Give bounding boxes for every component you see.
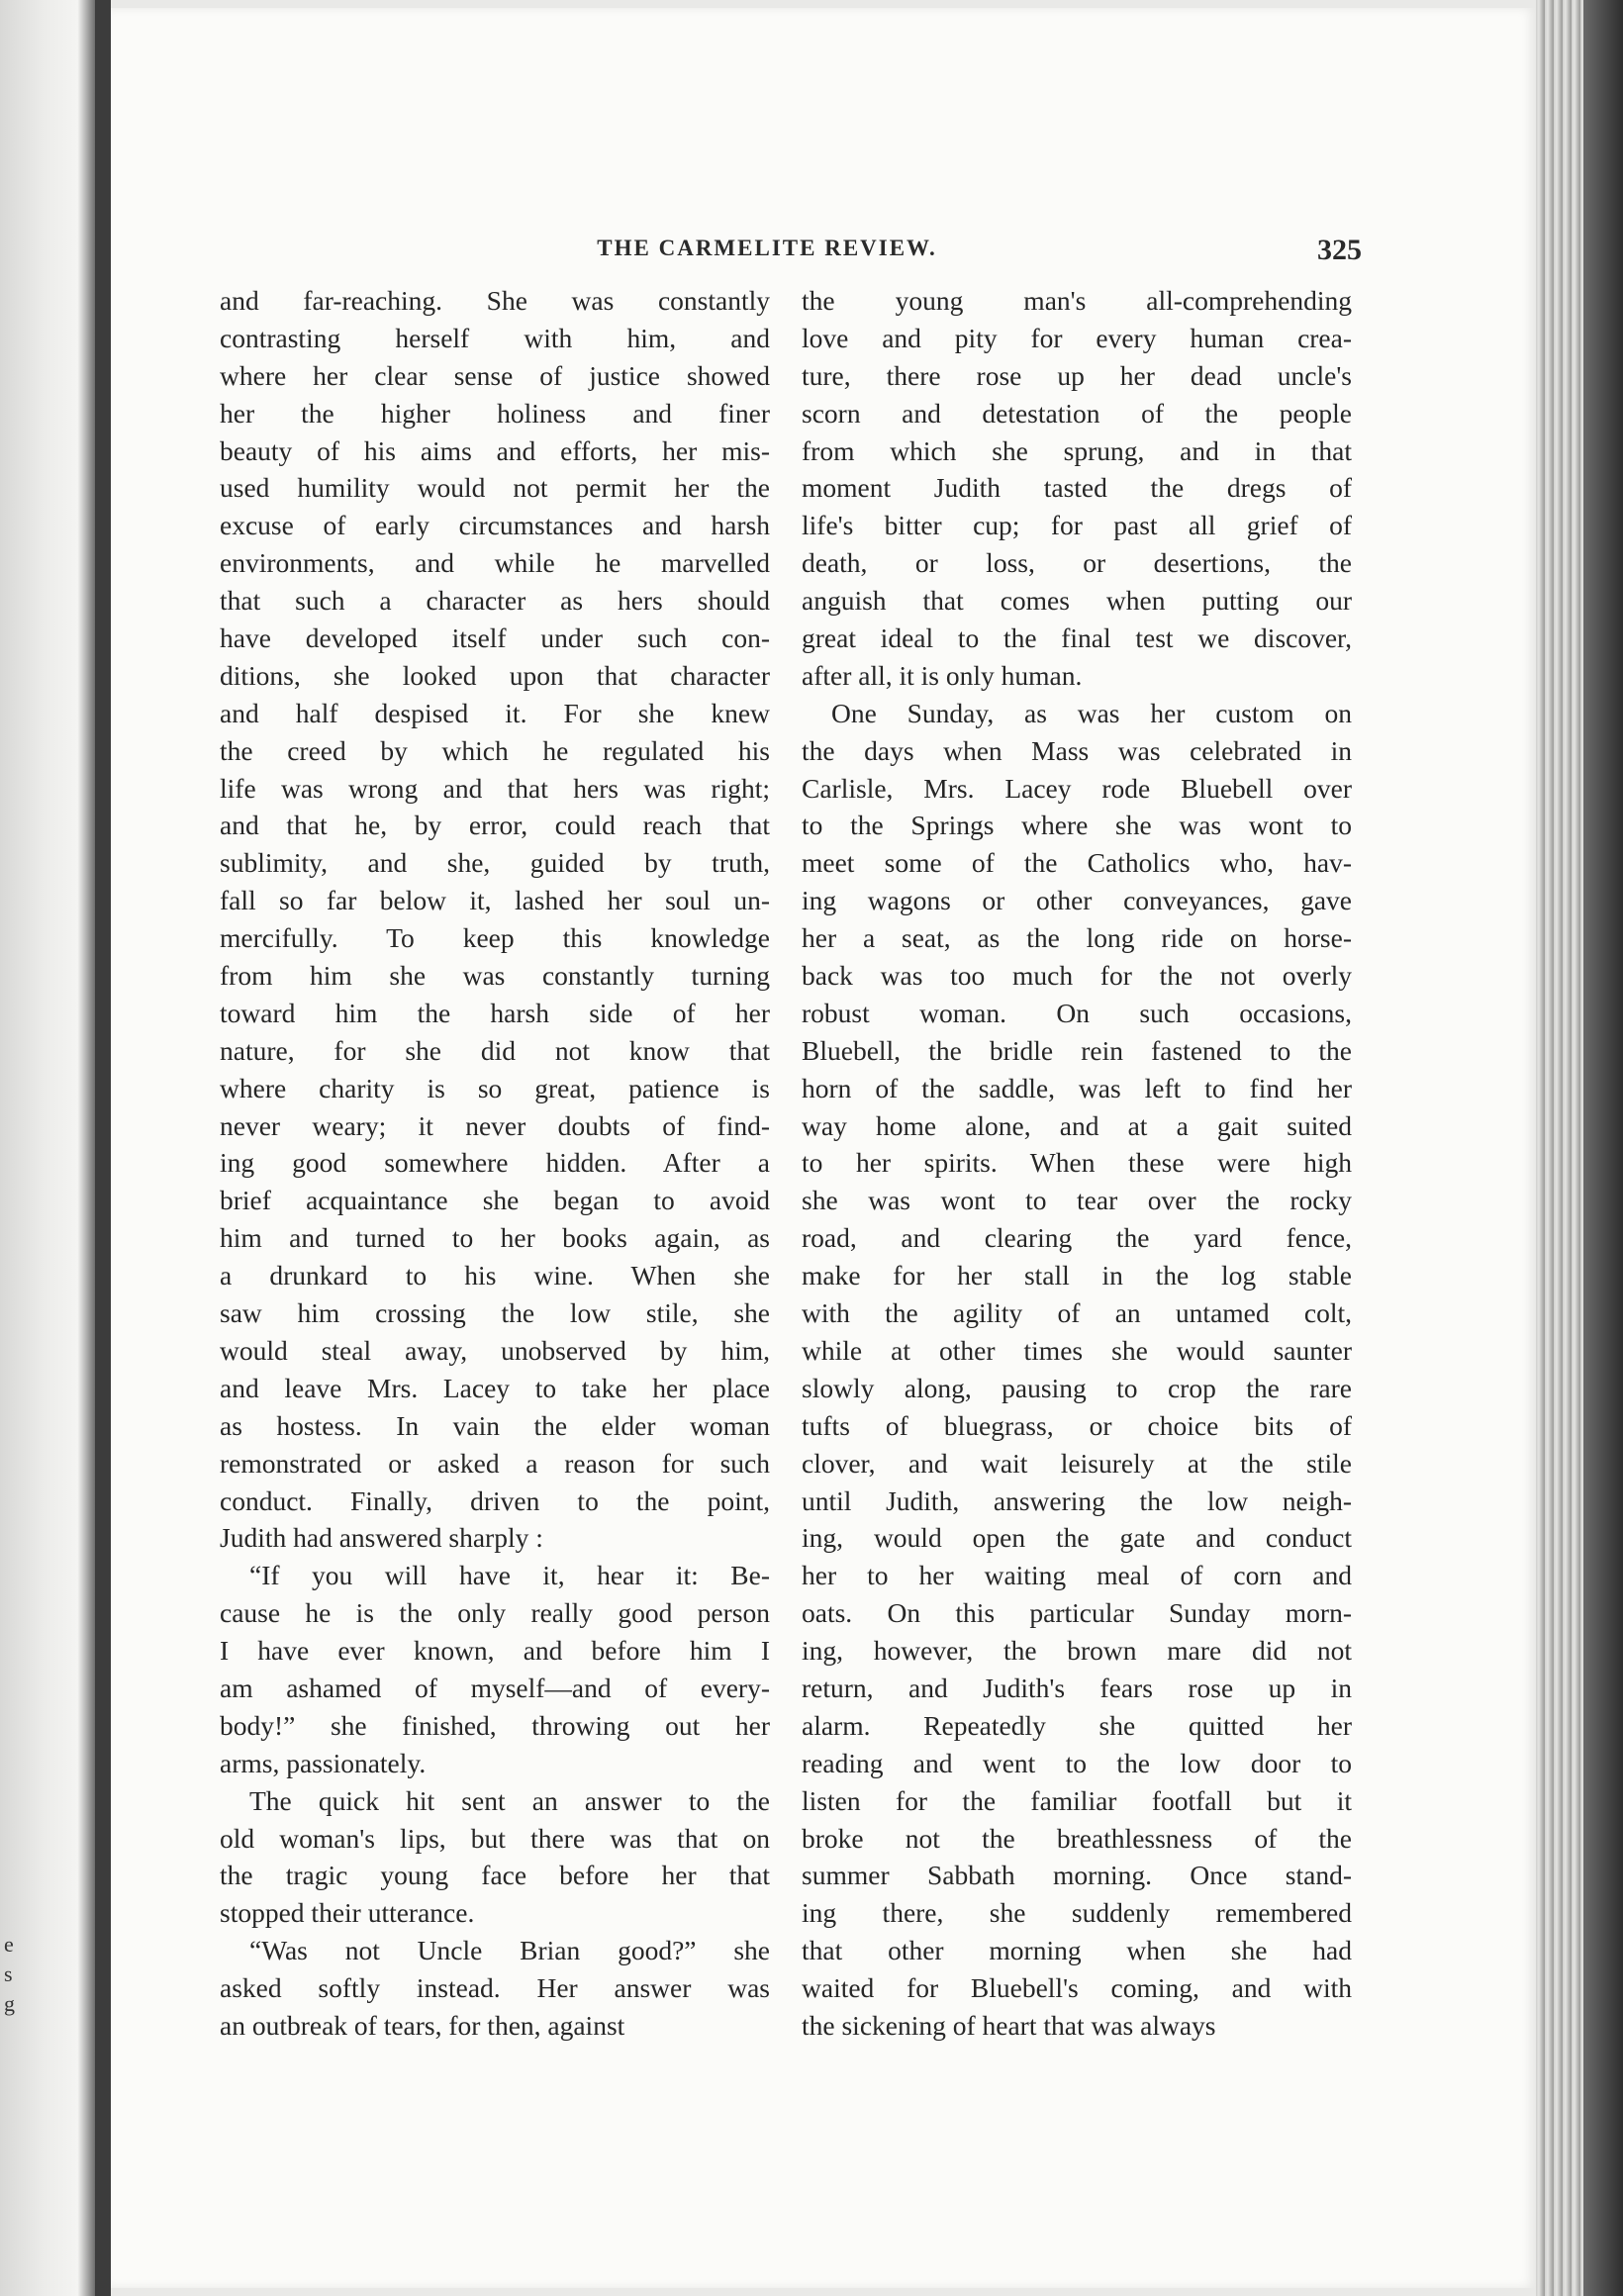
text-line: listen for the familiar footfall but it	[802, 1784, 1352, 1816]
text-line: love and pity for every human crea-	[802, 322, 1352, 353]
text-line: life was wrong and that hers was right;	[220, 772, 770, 804]
text-line: One Sunday, as was her custom on	[831, 697, 1352, 728]
text-line: remonstrated or asked a reason for such	[220, 1447, 770, 1479]
text-line: him and turned to her books again, as	[220, 1222, 770, 1254]
text-line: where her clear sense of justice showed	[220, 359, 770, 391]
text-line: make for her stall in the log stable	[802, 1260, 1352, 1292]
text-line: back was too much for the not overly	[802, 960, 1352, 992]
text-line: ing wagons or other conveyances, gave	[802, 885, 1352, 916]
text-line: ing there, she suddenly remembered	[802, 1897, 1352, 1929]
text-line: mercifully. To keep this knowledge	[220, 922, 770, 954]
text-line: excuse of early circumstances and harsh	[220, 510, 770, 541]
text-line: ing good somewhere hidden. After a	[220, 1147, 770, 1179]
text-line: Bluebell, the bridle rein fastened to the	[802, 1034, 1352, 1066]
text-line: Carlisle, Mrs. Lacey rode Bluebell over	[802, 772, 1352, 804]
text-line: and half despised it. For she knew	[220, 697, 770, 728]
text-line: stopped their utterance.	[220, 1897, 475, 1929]
text-line: horn of the saddle, was left to find her	[802, 1072, 1352, 1103]
text-line: “If you will have it, hear it: Be-	[249, 1560, 770, 1591]
text-line: conduct. Finally, driven to the point,	[220, 1484, 770, 1516]
text-line: clover, and wait leisurely at the stile	[802, 1447, 1352, 1479]
text-line: where charity is so great, patience is	[220, 1072, 770, 1103]
text-line: I have ever known, and before him I	[220, 1635, 770, 1667]
text-line: toward him the harsh side of her	[220, 997, 770, 1028]
text-line: robust woman. On such occasions,	[802, 997, 1352, 1028]
text-line: as hostess. In vain the elder woman	[220, 1409, 770, 1441]
fragment-letter: e	[4, 1932, 14, 1957]
text-line: from which she sprung, and in that	[802, 434, 1352, 466]
text-line: summer Sabbath morning. Once stand-	[802, 1860, 1352, 1891]
text-line: brief acquaintance she began to avoid	[220, 1185, 770, 1216]
text-line: to her spirits. When these were high	[802, 1147, 1352, 1179]
text-line: ing, would open the gate and conduct	[802, 1522, 1352, 1554]
text-line: nature, for she did not know that	[220, 1034, 770, 1066]
text-line: and far-reaching. She was constantly	[220, 285, 770, 316]
text-line: and leave Mrs. Lacey to take her place	[220, 1372, 770, 1403]
text-line: waited for Bluebell's coming, and with	[802, 1972, 1352, 2004]
fragment-letter: g	[4, 1991, 15, 2016]
text-line: oats. On this particular Sunday morn-	[802, 1597, 1352, 1629]
text-line: ditions, she looked upon that character	[220, 659, 770, 691]
text-line: Judith had answered sharply :	[220, 1522, 543, 1554]
text-line: with the agility of an untamed colt,	[802, 1297, 1352, 1329]
text-line: life's bitter cup; for past all grief of	[802, 510, 1352, 541]
text-line: arms, passionately.	[220, 1747, 427, 1778]
text-line: anguish that comes when putting our	[802, 585, 1352, 617]
text-line: saw him crossing the low stile, she	[220, 1297, 770, 1329]
text-line: body!” she finished, throwing out her	[220, 1709, 770, 1741]
text-line: the young man's all-comprehending	[802, 285, 1352, 316]
text-line: from him she was constantly turning	[220, 960, 770, 992]
text-line: that other morning when she had	[802, 1935, 1352, 1966]
text-line: after all, it is only human.	[802, 659, 1083, 691]
text-line: have developed itself under such con-	[220, 622, 770, 654]
text-line: until Judith, answering the low neigh-	[802, 1484, 1352, 1516]
text-line: am ashamed of myself—and of every-	[220, 1672, 770, 1703]
fragment-letter: s	[4, 1961, 13, 1986]
text-line: meet some of the Catholics who, hav-	[802, 847, 1352, 879]
text-line: while at other times she would saunter	[802, 1334, 1352, 1366]
text-line: asked softly instead. Her answer was	[220, 1972, 770, 2004]
text-line: broke not the breathlessness of the	[802, 1822, 1352, 1854]
text-line: scorn and detestation of the people	[802, 397, 1352, 429]
text-line: contrasting herself with him, and	[220, 322, 770, 353]
text-line: sublimity, and she, guided by truth,	[220, 847, 770, 879]
page-number: 325	[1317, 234, 1362, 266]
running-title: THE CARMELITE REVIEW.	[597, 236, 937, 260]
text-line: environments, and while he marvelled	[220, 547, 770, 579]
text-line: ing, however, the brown mare did not	[802, 1635, 1352, 1667]
text-line: the tragic young face before her that	[220, 1860, 770, 1891]
left-text-column	[220, 282, 770, 2045]
text-line: slowly along, pausing to crop the rare	[802, 1372, 1352, 1403]
text-line: and that he, by error, could reach that	[220, 810, 770, 841]
text-line: to the Springs where she was wont to	[802, 810, 1352, 841]
text-line: her the higher holiness and finer	[220, 397, 770, 429]
text-line: old woman's lips, but there was that on	[220, 1822, 770, 1854]
text-line: fall so far below it, lashed her soul un-	[220, 885, 770, 916]
text-line: cause he is the only really good person	[220, 1597, 770, 1629]
text-line: would steal away, unobserved by him,	[220, 1334, 770, 1366]
text-line: the days when Mass was celebrated in	[802, 734, 1352, 766]
text-line: alarm. Repeatedly she quitted her	[802, 1709, 1352, 1741]
text-line: The quick hit sent an answer to the	[249, 1784, 770, 1816]
text-line: an outbreak of tears, for then, against	[220, 2009, 625, 2041]
text-line: never weary; it never doubts of find-	[220, 1109, 770, 1141]
text-line: return, and Judith's fears rose up in	[802, 1672, 1352, 1703]
text-line: tufts of bluegrass, or choice bits of	[802, 1409, 1352, 1441]
text-line: reading and went to the low door to	[802, 1747, 1352, 1778]
text-line: beauty of his aims and efforts, her mis-	[220, 434, 770, 466]
text-line: her to her waiting meal of corn and	[802, 1560, 1352, 1591]
text-line: used humility would not permit her the	[220, 472, 770, 504]
text-line: “Was not Uncle Brian good?” she	[249, 1935, 770, 1966]
text-line: the creed by which he regulated his	[220, 734, 770, 766]
text-line: way home alone, and at a gait suited	[802, 1109, 1352, 1141]
text-line: a drunkard to his wine. When she	[220, 1260, 770, 1292]
text-line: the sickening of heart that was always	[802, 2009, 1216, 2041]
right-text-column	[802, 282, 1352, 2045]
text-line: that such a character as hers should	[220, 585, 770, 617]
text-line: she was wont to tear over the rocky	[802, 1185, 1352, 1216]
text-line: great ideal to the final test we discover,	[802, 622, 1352, 654]
text-line: road, and clearing the yard fence,	[802, 1222, 1352, 1254]
text-line: ture, there rose up her dead uncle's	[802, 359, 1352, 391]
text-line: her a seat, as the long ride on horse-	[802, 922, 1352, 954]
text-line: death, or loss, or desertions, the	[802, 547, 1352, 579]
text-line: moment Judith tasted the dregs of	[802, 472, 1352, 504]
binding-shadow	[95, 0, 111, 2296]
book-cover-edge	[1583, 0, 1623, 2296]
facing-page-fragments	[0, 1465, 20, 2016]
